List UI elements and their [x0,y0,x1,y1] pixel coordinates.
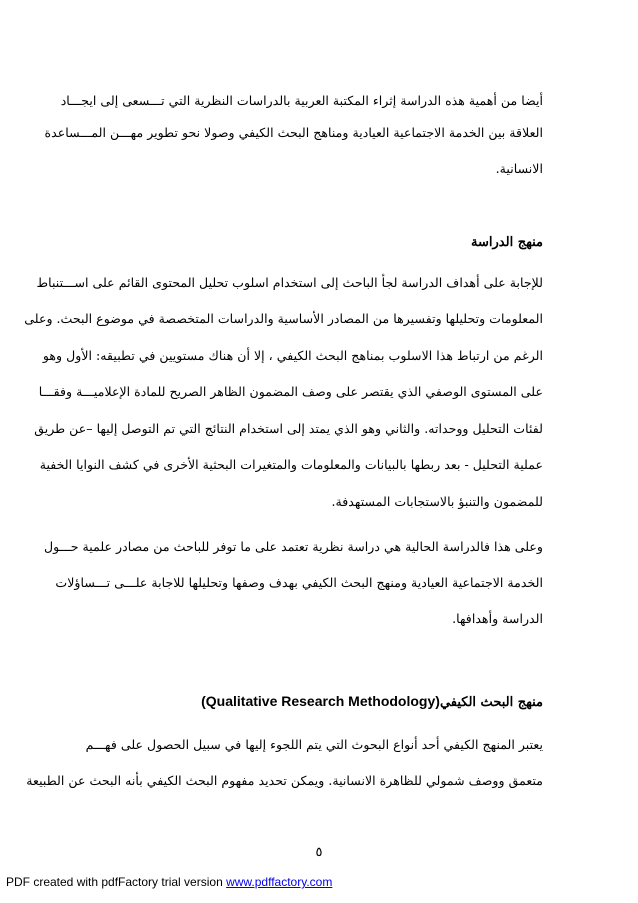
section-heading-study-method: منهج الدراسة [471,235,543,250]
paragraph-3-line-1: وعلى هذا فالدراسة الحالية هي دراسة نظرية تعتمد على ما توفر للباحث من مصادر علمية حـــول [44,539,543,554]
paragraph-1-line-2: العلاقة بين الخدمة الاجتماعية العيادية ومناهج البحث الكيفي وصولا نحو تطوير مهـــن المـــساعدة [44,125,543,140]
paragraph-4-line-2: متعمق ووصف شمولي للظاهرة الانسانية. ويمكن تحديد مفهوم البحث الكيفي بأنه البحث عن الطبيعة [26,773,543,788]
heading-english-text: (Qualitative Research Methodology) [201,693,440,709]
paragraph-2-line-4: على المستوى الوصفي الذي يقتصر على وصف المضمون الظاهر الصريح للمادة الإعلاميـــة وفقـــا [38,384,543,399]
pdf-footer [6,874,332,890]
paragraph-2-line-1: للإجابة على أهداف الدراسة لجأ الباحث إلى استخدام اسلوب تحليل المحتوى القائم على اســـتنباط [36,275,543,290]
paragraph-4-line-1: يعتبر المنهج الكيفي أحد أنواع البحوث التي يتم اللجوء إليها في سبيل الحصول على فهـــم [85,737,543,752]
heading-arabic-text: منهج البحث الكيفي [439,695,543,710]
paragraph-1-line-3: الانسانية. [495,161,543,176]
footer-link[interactable]: www.pdffactory.com [226,875,333,889]
paragraph-2-line-7: للمضمون والتنبؤ بالاستجابات المستهدفة. [331,494,543,509]
page-number: ٥ [315,845,323,860]
paragraph-3-line-2: الخدمة الاجتماعية العيادية ومنهج البحث الكيفي بهدف وصفها وتحليلها للاجابة علـــى تـــساؤلات [55,575,543,590]
paragraph-2-line-5: لفئات التحليل ووحداته. والثاني وهو الذي يمتد إلى استخدام النتائج التي تم التوصل إليها –عن طريق [34,421,543,436]
paragraph-1-line-1: أيضا من أهمية هذه الدراسة إثراء المكتبة العربية بالدراسات النظرية التي تـــسعى إلى ايجـــاد [60,93,543,108]
paragraph-2-line-3: الرغم من ارتباط هذا الاسلوب بمناهج البحث الكيفي ، إلا أن هناك مستويين في تطبيقه: الأول وهو [42,348,543,363]
section-heading-qualitative-research [201,692,543,712]
footer-text: PDF created with pdfFactory trial version [6,875,227,889]
paragraph-2-line-6: عملية التحليل - بعد ربطها بالبيانات والمعلومات والمتغيرات البحثية الأخرى في كشف النوايا الخفية [39,457,543,472]
paragraph-3-line-3: الدراسة وأهدافها. [452,611,543,626]
paragraph-2-line-2: المعلومات وتحليلها وتفسيرها من المصادر الأساسية والدراسات المتخصصة في موضوع البحث. وعلى [24,311,543,326]
